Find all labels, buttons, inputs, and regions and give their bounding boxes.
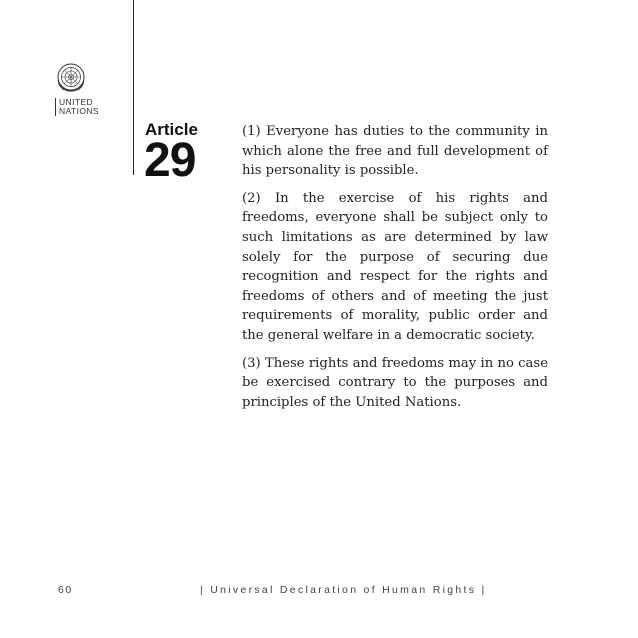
organization-label: [55, 98, 99, 116]
vertical-divider-line: [133, 0, 134, 175]
article-paragraph-2: (2) In the exercise of his rights and freedoms, everyone shall be subject only to such limitations as are determined by law solely for the purpose of securing due recognition and respect for the rights and freedoms of others and of meeting the just requirements of morality, public order and the general welfare in a democratic society.: [242, 190, 548, 343]
organization-line2: NATIONS: [59, 106, 99, 116]
article-label: Article: [145, 120, 198, 139]
page-number: 60: [58, 584, 73, 596]
article-paragraph-1: (1) Everyone has duties to the community in which alone the free and full development of his personality is possible.: [242, 124, 548, 179]
un-emblem-icon: [55, 62, 87, 94]
running-footer-title: | Universal Declaration of Human Rights |: [200, 584, 487, 596]
article-body: [242, 122, 548, 420]
article-number: 29: [144, 134, 196, 187]
organization-line1: UNITED: [59, 97, 94, 107]
article-paragraph-3: (3) These rights and freedoms may in no case be exercised contrary to the purposes and principles of the United Nations.: [242, 355, 548, 410]
